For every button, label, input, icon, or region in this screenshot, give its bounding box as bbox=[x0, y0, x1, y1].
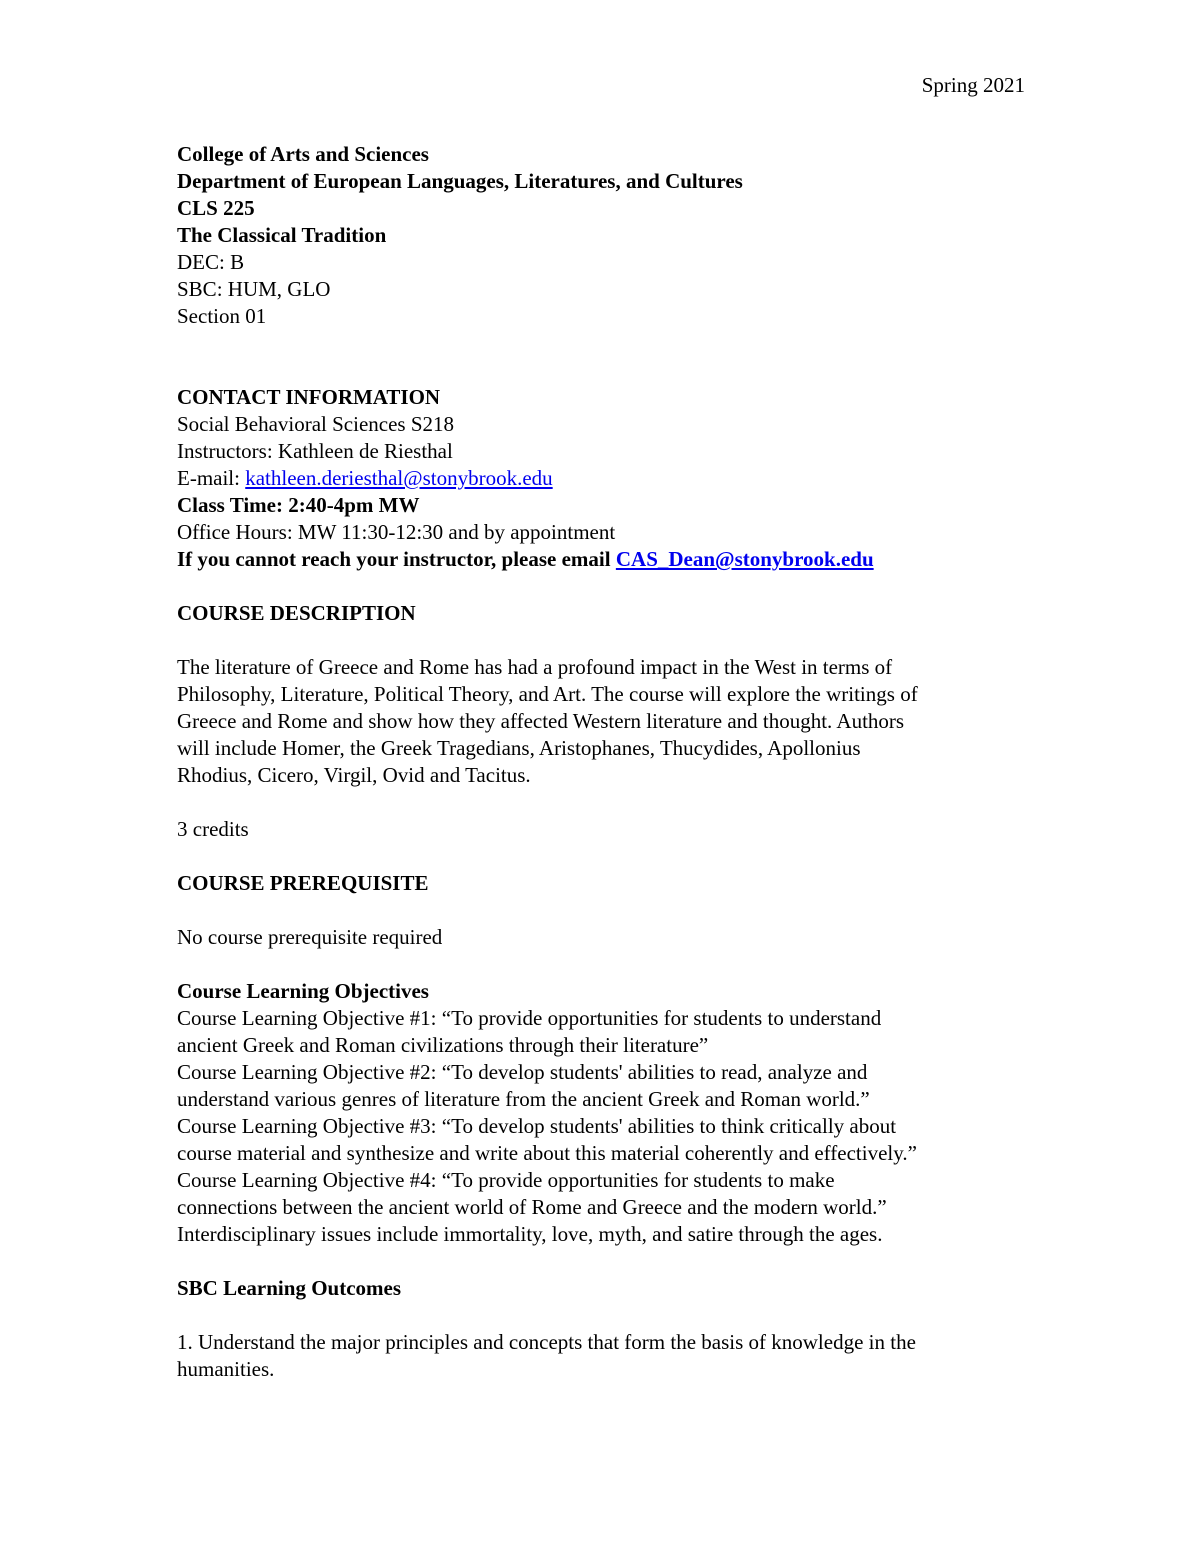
contact-location: Social Behavioral Sciences S218 bbox=[177, 412, 455, 436]
office-hours: Office Hours: MW 11:30-12:30 and by appointment bbox=[177, 520, 616, 544]
syllabus-page bbox=[177, 72, 1025, 1383]
class-time: Class Time: 2:40-4pm MW bbox=[177, 493, 420, 517]
objective-line: Course Learning Objective #2: “To develop students' abilities to read, analyze and bbox=[177, 1060, 868, 1084]
objective-line: connections between the ancient world of Rome and Greece and the modern world.” bbox=[177, 1195, 887, 1219]
objective-line: course material and synthesize and write about this material coherently and effectively.” bbox=[177, 1141, 917, 1165]
dec-designation: DEC: B bbox=[177, 250, 245, 274]
college-name: College of Arts and Sciences bbox=[177, 142, 429, 166]
prerequisite-heading: COURSE PREREQUISITE bbox=[177, 871, 429, 895]
contact-instructors: Instructors: Kathleen de Riesthal bbox=[177, 439, 453, 463]
description-line: The literature of Greece and Rome has had a profound impact in the West in terms of bbox=[177, 655, 893, 679]
objective-line: Course Learning Objective #1: “To provide opportunities for students to understand bbox=[177, 1006, 882, 1030]
description-line: will include Homer, the Greek Tragedians, Aristophanes, Thucydides, Apollonius bbox=[177, 736, 861, 760]
description-line: Rhodius, Cicero, Virgil, Ovid and Tacitus. bbox=[177, 763, 531, 787]
sbc-outcomes-list bbox=[177, 1329, 1025, 1383]
objectives-heading: Course Learning Objectives bbox=[177, 979, 429, 1003]
course-credits: 3 credits bbox=[177, 817, 249, 841]
description-line: Philosophy, Literature, Political Theory, and Art. The course will explore the writings of bbox=[177, 682, 918, 706]
objective-line: Course Learning Objective #4: “To provide opportunities for students to make bbox=[177, 1168, 835, 1192]
contact-email-line bbox=[177, 465, 1025, 492]
objective-line: understand various genres of literature from the ancient Greek and Roman world.” bbox=[177, 1087, 870, 1111]
term-label: Spring 2021 bbox=[921, 73, 1025, 97]
objective-line: Course Learning Objective #3: “To develop students' abilities to think critically about bbox=[177, 1114, 897, 1138]
contact-heading: CONTACT INFORMATION bbox=[177, 385, 441, 409]
sbc-outcomes-heading: SBC Learning Outcomes bbox=[177, 1276, 402, 1300]
objective-line: ancient Greek and Roman civilizations through their literature” bbox=[177, 1033, 709, 1057]
outcome-line: 1. Understand the major principles and concepts that form the basis of knowledge in the bbox=[177, 1330, 916, 1354]
instructor-email-link[interactable]: kathleen.deriesthal@stonybrook.edu bbox=[245, 466, 553, 490]
course-description-text bbox=[177, 654, 1025, 789]
course-title: The Classical Tradition bbox=[177, 223, 387, 247]
sbc-designation: SBC: HUM, GLO bbox=[177, 277, 331, 301]
objective-line: Interdisciplinary issues include immortality, love, myth, and satire through the ages. bbox=[177, 1222, 883, 1246]
section-number: Section 01 bbox=[177, 304, 267, 328]
description-line: Greece and Rome and show how they affected Western literature and thought. Authors bbox=[177, 709, 905, 733]
course-description-heading: COURSE DESCRIPTION bbox=[177, 601, 416, 625]
dean-email-link[interactable]: CAS_Dean@stonybrook.edu bbox=[615, 547, 874, 571]
outcome-line: humanities. bbox=[177, 1357, 275, 1381]
dean-contact-text: If you cannot reach your instructor, please email bbox=[177, 547, 616, 571]
prerequisite-text: No course prerequisite required bbox=[177, 925, 443, 949]
dean-contact-line bbox=[177, 546, 1025, 573]
department-name: Department of European Languages, Literatures, and Cultures bbox=[177, 169, 743, 193]
course-code: CLS 225 bbox=[177, 196, 255, 220]
objectives-list bbox=[177, 1005, 1025, 1248]
email-label: E-mail: bbox=[177, 466, 246, 490]
